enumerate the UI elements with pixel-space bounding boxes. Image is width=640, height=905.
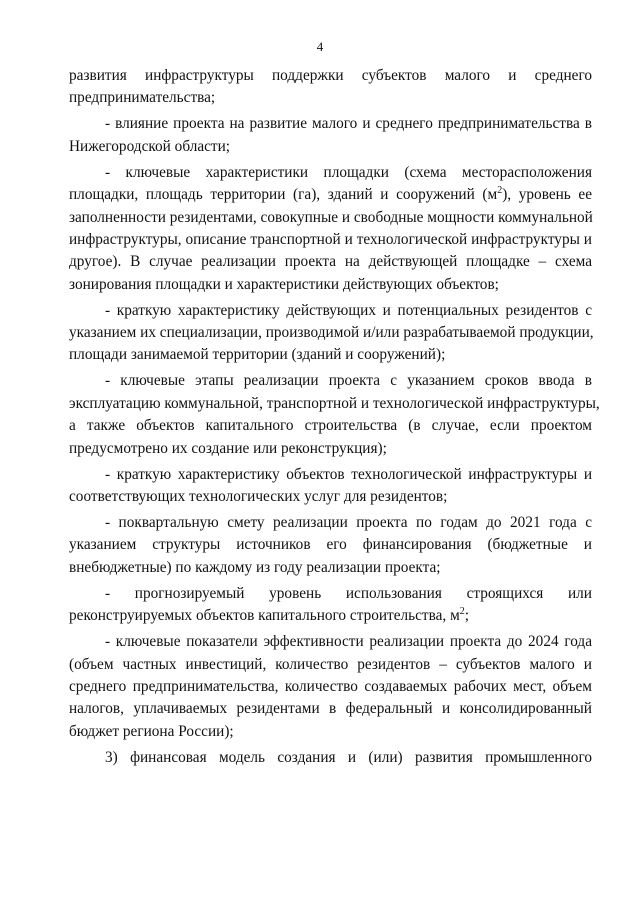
text-line: зонирования площадки и характеристики действующих объектов; [69, 275, 499, 293]
text-line: внебюджетные) по каждому из году реализации проекта; [69, 558, 441, 576]
text-line: заполненности резидентами, совокупные и свободные мощности коммунальной [69, 208, 593, 226]
text-segment: ; [464, 607, 469, 625]
text-line: - ключевые показатели эффективности реализации проекта до 2024 года [105, 633, 592, 651]
text-line: указанием структуры источников его финансирования (бюджетные и [69, 536, 592, 554]
text-line [69, 184, 592, 206]
text-line: предусмотрено их создание или реконструкция); [69, 439, 387, 457]
text-line: предпринимательства; [69, 89, 216, 107]
text-line: другое). В случае реализации проекта на действующей площадке – схема [69, 253, 592, 271]
text-line: 3) финансовая модель создания и (или) развития промышленного [105, 748, 592, 766]
text-line: - прогнозируемый уровень использования строящихся или [105, 584, 592, 602]
text-line: эксплуатацию коммунальной, транспортной и технологической инфраструктуры, [69, 394, 600, 412]
text-line [69, 605, 592, 627]
text-segment: площадки, площадь территории (га), зданий и сооружений (м [69, 186, 498, 204]
text-line: бюджет региона России); [69, 722, 234, 740]
text-line: - краткую характеристику объектов технологической инфраструктуры и [105, 465, 592, 483]
text-line: указанием их специализации, производимой и/или разрабатываемой продукции, [69, 324, 594, 342]
text-line: соответствующих технологических услуг для резидентов; [69, 488, 448, 505]
text-line: налогов, уплачиваемых резидентами в федеральный и консолидированный [69, 700, 592, 718]
text-line: - ключевые этапы реализации проекта с указанием сроков ввода в [105, 372, 592, 390]
text-segment: реконструируемых объектов капитального строительства, м [69, 607, 460, 625]
text-line: среднего предпринимательства, количество создаваемых рабочих мест, объем [69, 677, 592, 695]
text-line: а также объектов капитального строительства (в случае, если проектом [69, 417, 592, 435]
text-line: - краткую характеристику действующих и потенциальных резидентов с [105, 301, 592, 319]
page-number: 4 [316, 39, 324, 54]
text-segment: ), уровень ее [502, 186, 592, 204]
document-body [69, 65, 600, 769]
text-line: - влияние проекта на развитие малого и среднего предпринимательства в [105, 115, 592, 133]
text-line: - поквартальную смету реализации проекта по годам до 2021 года с [105, 513, 592, 531]
text-line: - ключевые характеристики площадки (схема месторасположения [105, 163, 592, 181]
superscript: 2 [459, 606, 465, 618]
text-line: (объем частных инвестиций, количество резидентов – субъектов малого и [69, 655, 592, 673]
text-line: Нижегородской области; [69, 137, 231, 155]
superscript: 2 [497, 185, 503, 197]
text-line: развития инфраструктуры поддержки субъектов малого и среднего [69, 67, 592, 84]
text-line: площади занимаемой территории (зданий и сооружений); [69, 346, 446, 364]
text-line: инфраструктуры, описание транспортной и технологической инфраструктуры и [69, 230, 592, 248]
